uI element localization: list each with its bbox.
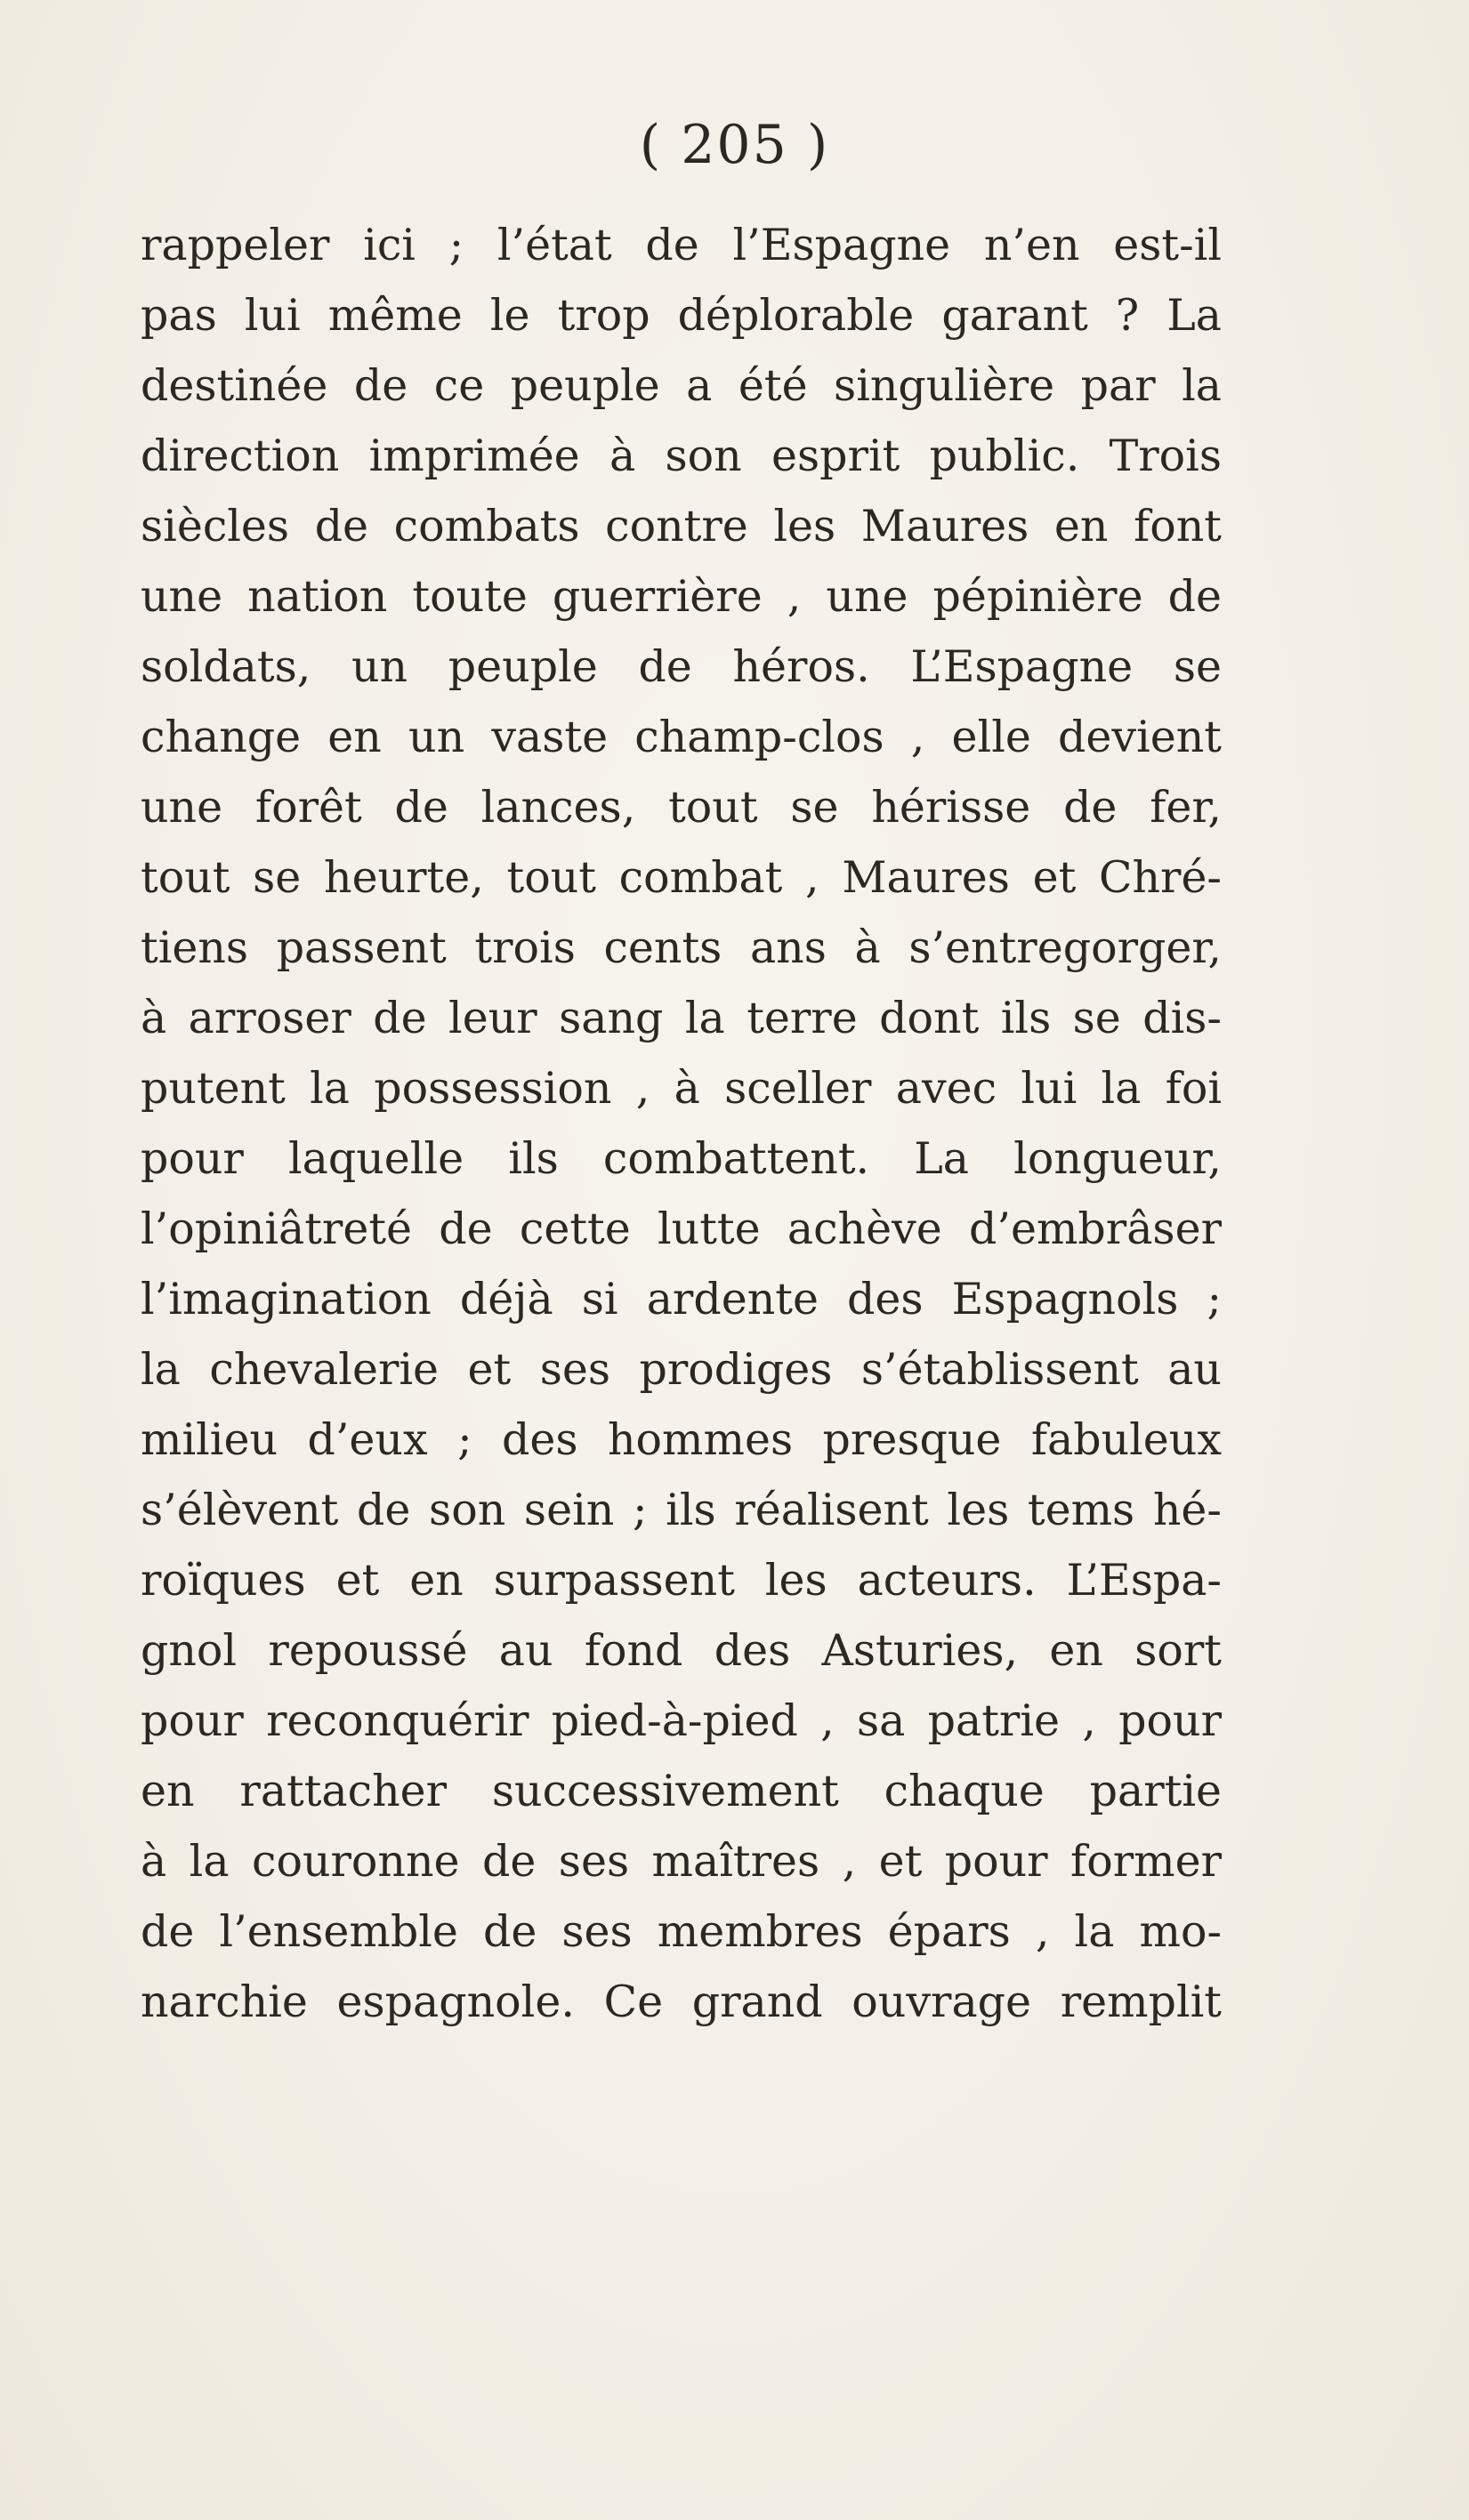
text-line-12: à arroser de leur sang la terre dont ils se dis- [141, 993, 1222, 1043]
text-line-6: une nation toute guerrière , une pépinière de [141, 571, 1222, 622]
text-line-3: destinée de ce peuple a été singulière par la [141, 360, 1222, 411]
text-line-15: l’opiniâtreté de cette lutte achève d’embrâser [141, 1204, 1222, 1254]
text-line-25: de l’ensemble de ses membres épars , la mo- [141, 1906, 1222, 1957]
text-line-10: tout se heurte, tout combat , Maures et Chré- [141, 852, 1222, 903]
text-line-24: à la couronne de ses maîtres , et pour former [141, 1836, 1222, 1887]
text-line-22: pour reconquérir pied-à-pied , sa patrie , pour [141, 1695, 1222, 1746]
text-line-8: change en un vaste champ-clos , elle devient [141, 712, 1222, 762]
text-line-16: l’imagination déjà si ardente des Espagnols ; [141, 1274, 1222, 1324]
text-line-21: gnol repoussé au fond des Asturies, en sort [141, 1625, 1222, 1676]
page-number: ( 205 ) [639, 114, 830, 176]
text-line-26: narchie espagnole. Ce grand ouvrage remplit [141, 1977, 1222, 2027]
text-line-5: siècles de combats contre les Maures en font [141, 501, 1222, 552]
body-text [141, 210, 1222, 2037]
text-line-20: roïques et en surpassent les acteurs. L’Espa- [141, 1555, 1222, 1606]
text-line-14: pour laquelle ils combattent. La longueur, [141, 1133, 1222, 1184]
text-line-23: en rattacher successivement chaque partie [141, 1766, 1222, 1816]
text-line-1: rappeler ici ; l’état de l’Espagne n’en est-il [141, 220, 1222, 270]
text-line-19: s’élèvent de son sein ; ils réalisent les tems hé- [141, 1485, 1222, 1535]
text-line-2: pas lui même le trop déplorable garant ? La [141, 290, 1222, 341]
text-line-11: tiens passent trois cents ans à s’entregorger, [141, 922, 1222, 973]
text-line-4: direction imprimée à son esprit public. Trois [141, 431, 1222, 481]
text-line-18: milieu d’eux ; des hommes presque fabuleux [141, 1414, 1222, 1465]
text-line-7: soldats, un peuple de héros. L’Espagne se [141, 641, 1222, 692]
text-line-17: la chevalerie et ses prodiges s’établissent au [141, 1344, 1222, 1395]
text-line-13: putent la possession , à sceller avec lui la foi [141, 1063, 1222, 1114]
text-line-9: une forêt de lances, tout se hérisse de fer, [141, 782, 1222, 833]
